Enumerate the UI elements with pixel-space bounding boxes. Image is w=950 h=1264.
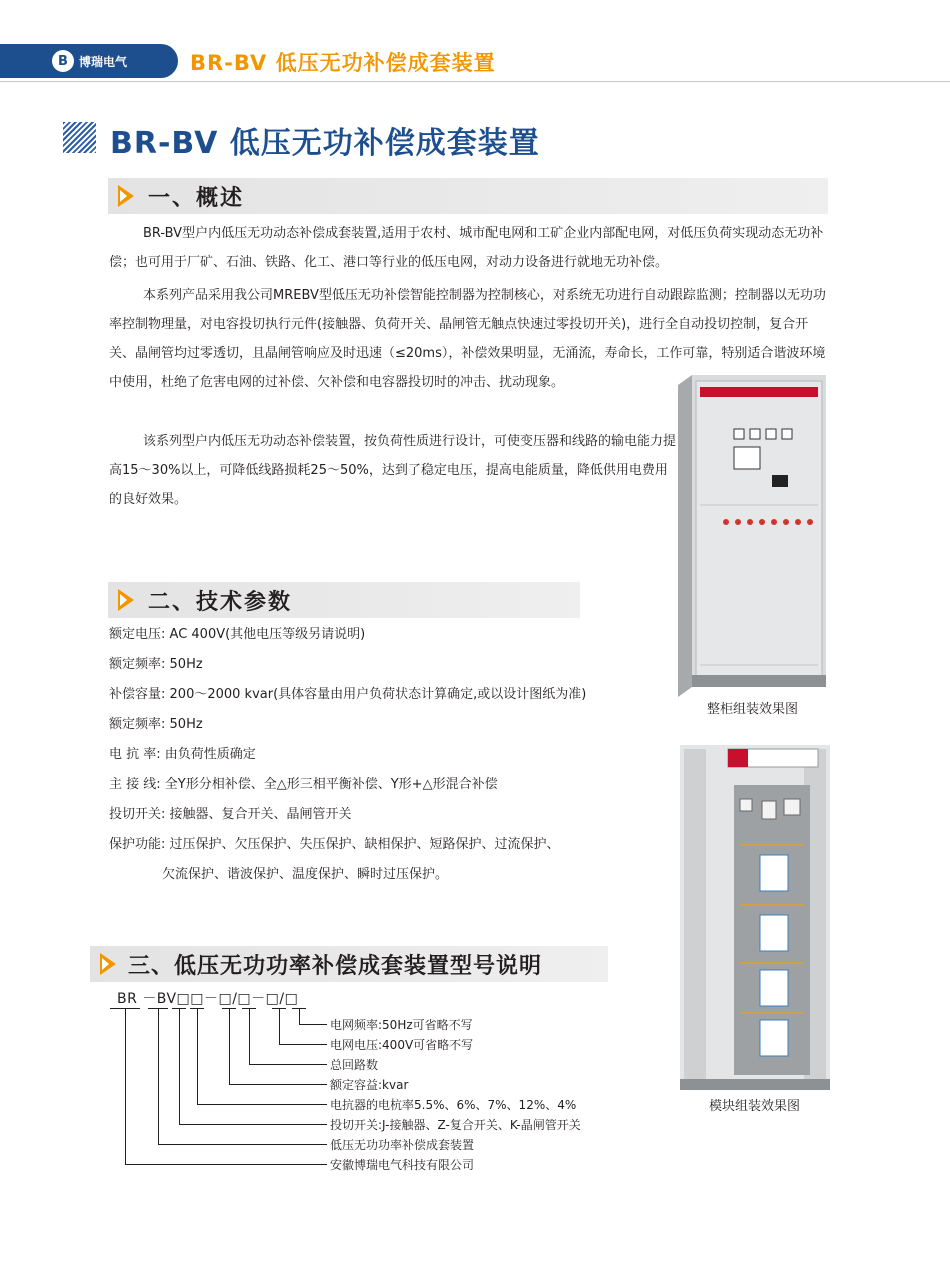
model-label: 低压无功功率补偿成套装置 [330,1138,475,1152]
spec-label: 保护功能: [109,837,166,852]
section-tech-heading [108,582,580,618]
section-tech-title: 二、技术参数 [148,590,293,615]
spec-value: 50Hz [169,657,203,672]
model-label: 电网频率:50Hz可省略不写 [330,1018,473,1032]
spec-label: 主 接 线: [109,777,161,792]
overview-paragraph-2: 本系列产品采用我公司MREBV型低压无功补偿智能控制器为控制核心，对系统无功进行自动跟踪监测；控制器以无功功率控制物理量，对电容投切执行元件(接触器、负荷开关、晶闸管无触点快速过零投切开关)，进行全自动投切控制，复合开关、晶闸管均过零透切，且晶闸管响应及时迅速（≤20ms），补偿效果明显，无涌流，寿命长，工作可靠，特别适合谐波环境中使用，杜绝了危害电网的过补偿、欠补偿和电容器投切时的冲击、扰动现象。 [109,288,826,390]
spec-value: 由负荷性质确定 [164,747,256,762]
spec-label: 额定频率: [109,717,166,732]
model-label: 投切开关:J-接触器、Z-复合开关、K-晶闸管开关 [330,1118,581,1132]
spec-row [109,680,586,710]
spec-value: 200～2000 kvar(具体容量由用户负荷状态计算确定,或以设计图纸为准) [169,687,587,702]
spec-row [109,800,586,830]
spec-value: AC 400V(其他电压等级另请说明) [169,627,366,642]
spec-label: 投切开关: [109,807,166,822]
header-title: BR-BV 低压无功补偿成套装置 [190,51,496,75]
spec-row [109,710,586,740]
spec-continuation: 欠流保护、谐波保护、温度保护、瞬时过压保护。 [162,867,449,882]
spec-value: 全Y形分相补偿、全△形三相平衡补偿、Y形+△形混合补偿 [164,777,498,792]
logo-icon: B [52,50,74,72]
spec-label: 补偿容量: [109,687,166,702]
model-label: 电网电压:400V可省略不写 [330,1038,474,1052]
arrow-icon [118,185,134,207]
title-hatch-icon [63,122,96,153]
logo-brand-text: 博瑞电气 [79,54,128,69]
section-overview-heading [108,178,828,214]
spec-value: 接触器、复合开关、晶闸管开关 [169,807,352,822]
section-overview-title: 一、概述 [148,186,245,211]
spec-label: 电 抗 率: [109,747,161,762]
spec-row [109,770,586,800]
spec-label: 额定频率: [109,657,166,672]
spec-label: 额定电压: [109,627,166,642]
module-caption: 模块组装效果图 [709,1099,801,1114]
spec-value: 50Hz [169,717,203,732]
section-model-heading [90,946,608,982]
page-title: BR-BV 低压无功补偿成套装置 [110,126,540,161]
spec-list [109,620,586,890]
section-model-title: 三、低压无功功率补偿成套装置型号说明 [128,954,543,979]
spec-row [109,650,586,680]
cabinet-caption: 整柜组装效果图 [707,702,799,717]
header-logo [0,44,178,78]
overview-paragraph-1: BR-BV型户内低压无功动态补偿成套装置,适用于农村、城市配电网和工矿企业内部配电网，对低压负荷实现动态无功补偿；也可用于厂矿、石油、铁路、化工、港口等行业的低压电网，对动力设备进行就地无功补偿。 [109,226,824,270]
model-code: BR －BV□□－□/□－□/□ [117,991,299,1007]
spec-value: 过压保护、欠压保护、失压保护、缺相保护、短路保护、过流保护、 [169,837,560,852]
model-label: 电抗器的电杭率5.5%、6%、7%、12%、4% [330,1098,577,1112]
overview-paragraph-3: 该系列型户内低压无功动态补偿装置，按负荷性质进行设计，可使变压器和线路的输电能力提高15～30%以上，可降低线路损耗25～50%，达到了稳定电压，提高电能质量，降低供用电费用的良好效果。 [109,434,677,507]
model-label: 额定容益:kvar [330,1078,409,1092]
header-divider [0,81,950,82]
spec-row [109,830,586,860]
arrow-icon [118,589,134,611]
cabinet-image [678,375,826,697]
spec-row [109,620,586,650]
spec-row [109,740,586,770]
arrow-icon [100,953,116,975]
model-label: 安徽博瑞电气科技有限公司 [330,1158,475,1172]
model-label: 总回路数 [330,1058,379,1072]
module-cabinet-image [680,745,830,1090]
